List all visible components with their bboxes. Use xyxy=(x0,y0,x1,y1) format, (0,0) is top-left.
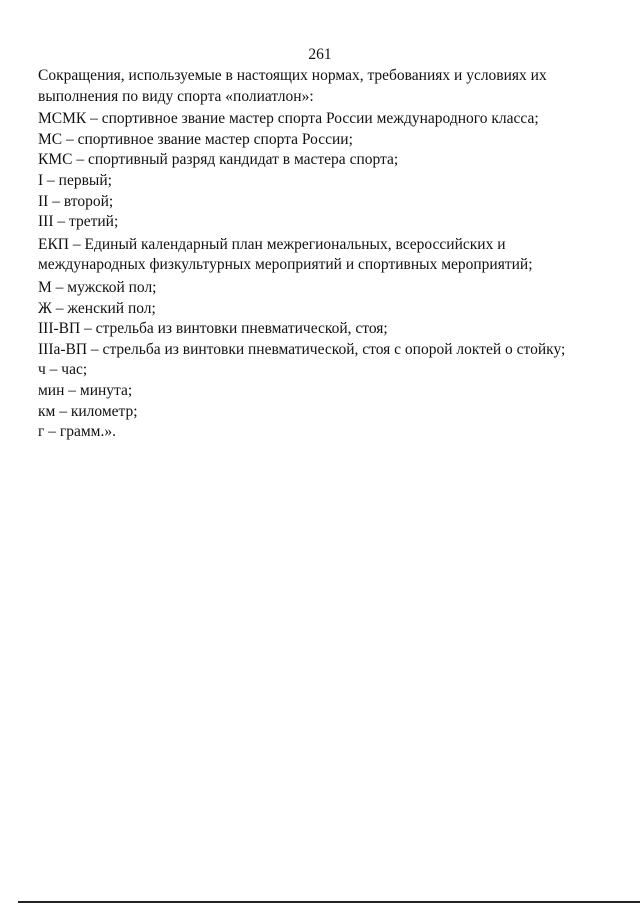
abbreviation-item: I – первый; xyxy=(38,171,112,189)
abbreviation-item: IIIа-ВП – стрельба из винтовки пневматической, стоя с опорой локтей о стойку; xyxy=(38,340,566,358)
abbreviation-item: М – мужской пол; xyxy=(38,278,157,296)
page-number: 261 xyxy=(308,46,332,63)
abbreviation-item: мин – минута; xyxy=(38,381,133,399)
intro-line: Сокращения, используемые в настоящих нормах, требованиях и условиях их xyxy=(38,67,547,84)
abbreviation-item: ч – час; xyxy=(38,361,88,379)
abbreviation-item: II – второй; xyxy=(38,192,114,210)
bottom-divider xyxy=(18,901,640,903)
abbreviation-item: III-ВП – стрельба из винтовки пневматической, стоя; xyxy=(38,320,388,338)
abbreviation-item-ekp: ЕКП – Единый календарный план межрегиональных, всероссийских и xyxy=(38,235,506,253)
abbreviation-item: Ж – женский пол; xyxy=(38,299,156,317)
abbreviation-item: МСМК – спортивное звание мастер спорта России международного класса; xyxy=(38,110,539,128)
abbreviation-item-ekp: международных физкультурных мероприятий и спортивных мероприятий; xyxy=(38,256,533,274)
intro-line: выполнения по виду спорта «полиатлон»: xyxy=(38,87,314,105)
document-body xyxy=(38,66,618,443)
abbreviation-item: КМС – спортивный разряд кандидат в мастера спорта; xyxy=(38,151,399,169)
abbreviation-item: км – километр; xyxy=(38,402,138,420)
abbreviation-item: III – третий; xyxy=(38,213,119,231)
abbreviation-item: г – грамм.». xyxy=(38,423,116,441)
abbreviation-item: МС – спортивное звание мастер спорта России; xyxy=(38,130,353,148)
